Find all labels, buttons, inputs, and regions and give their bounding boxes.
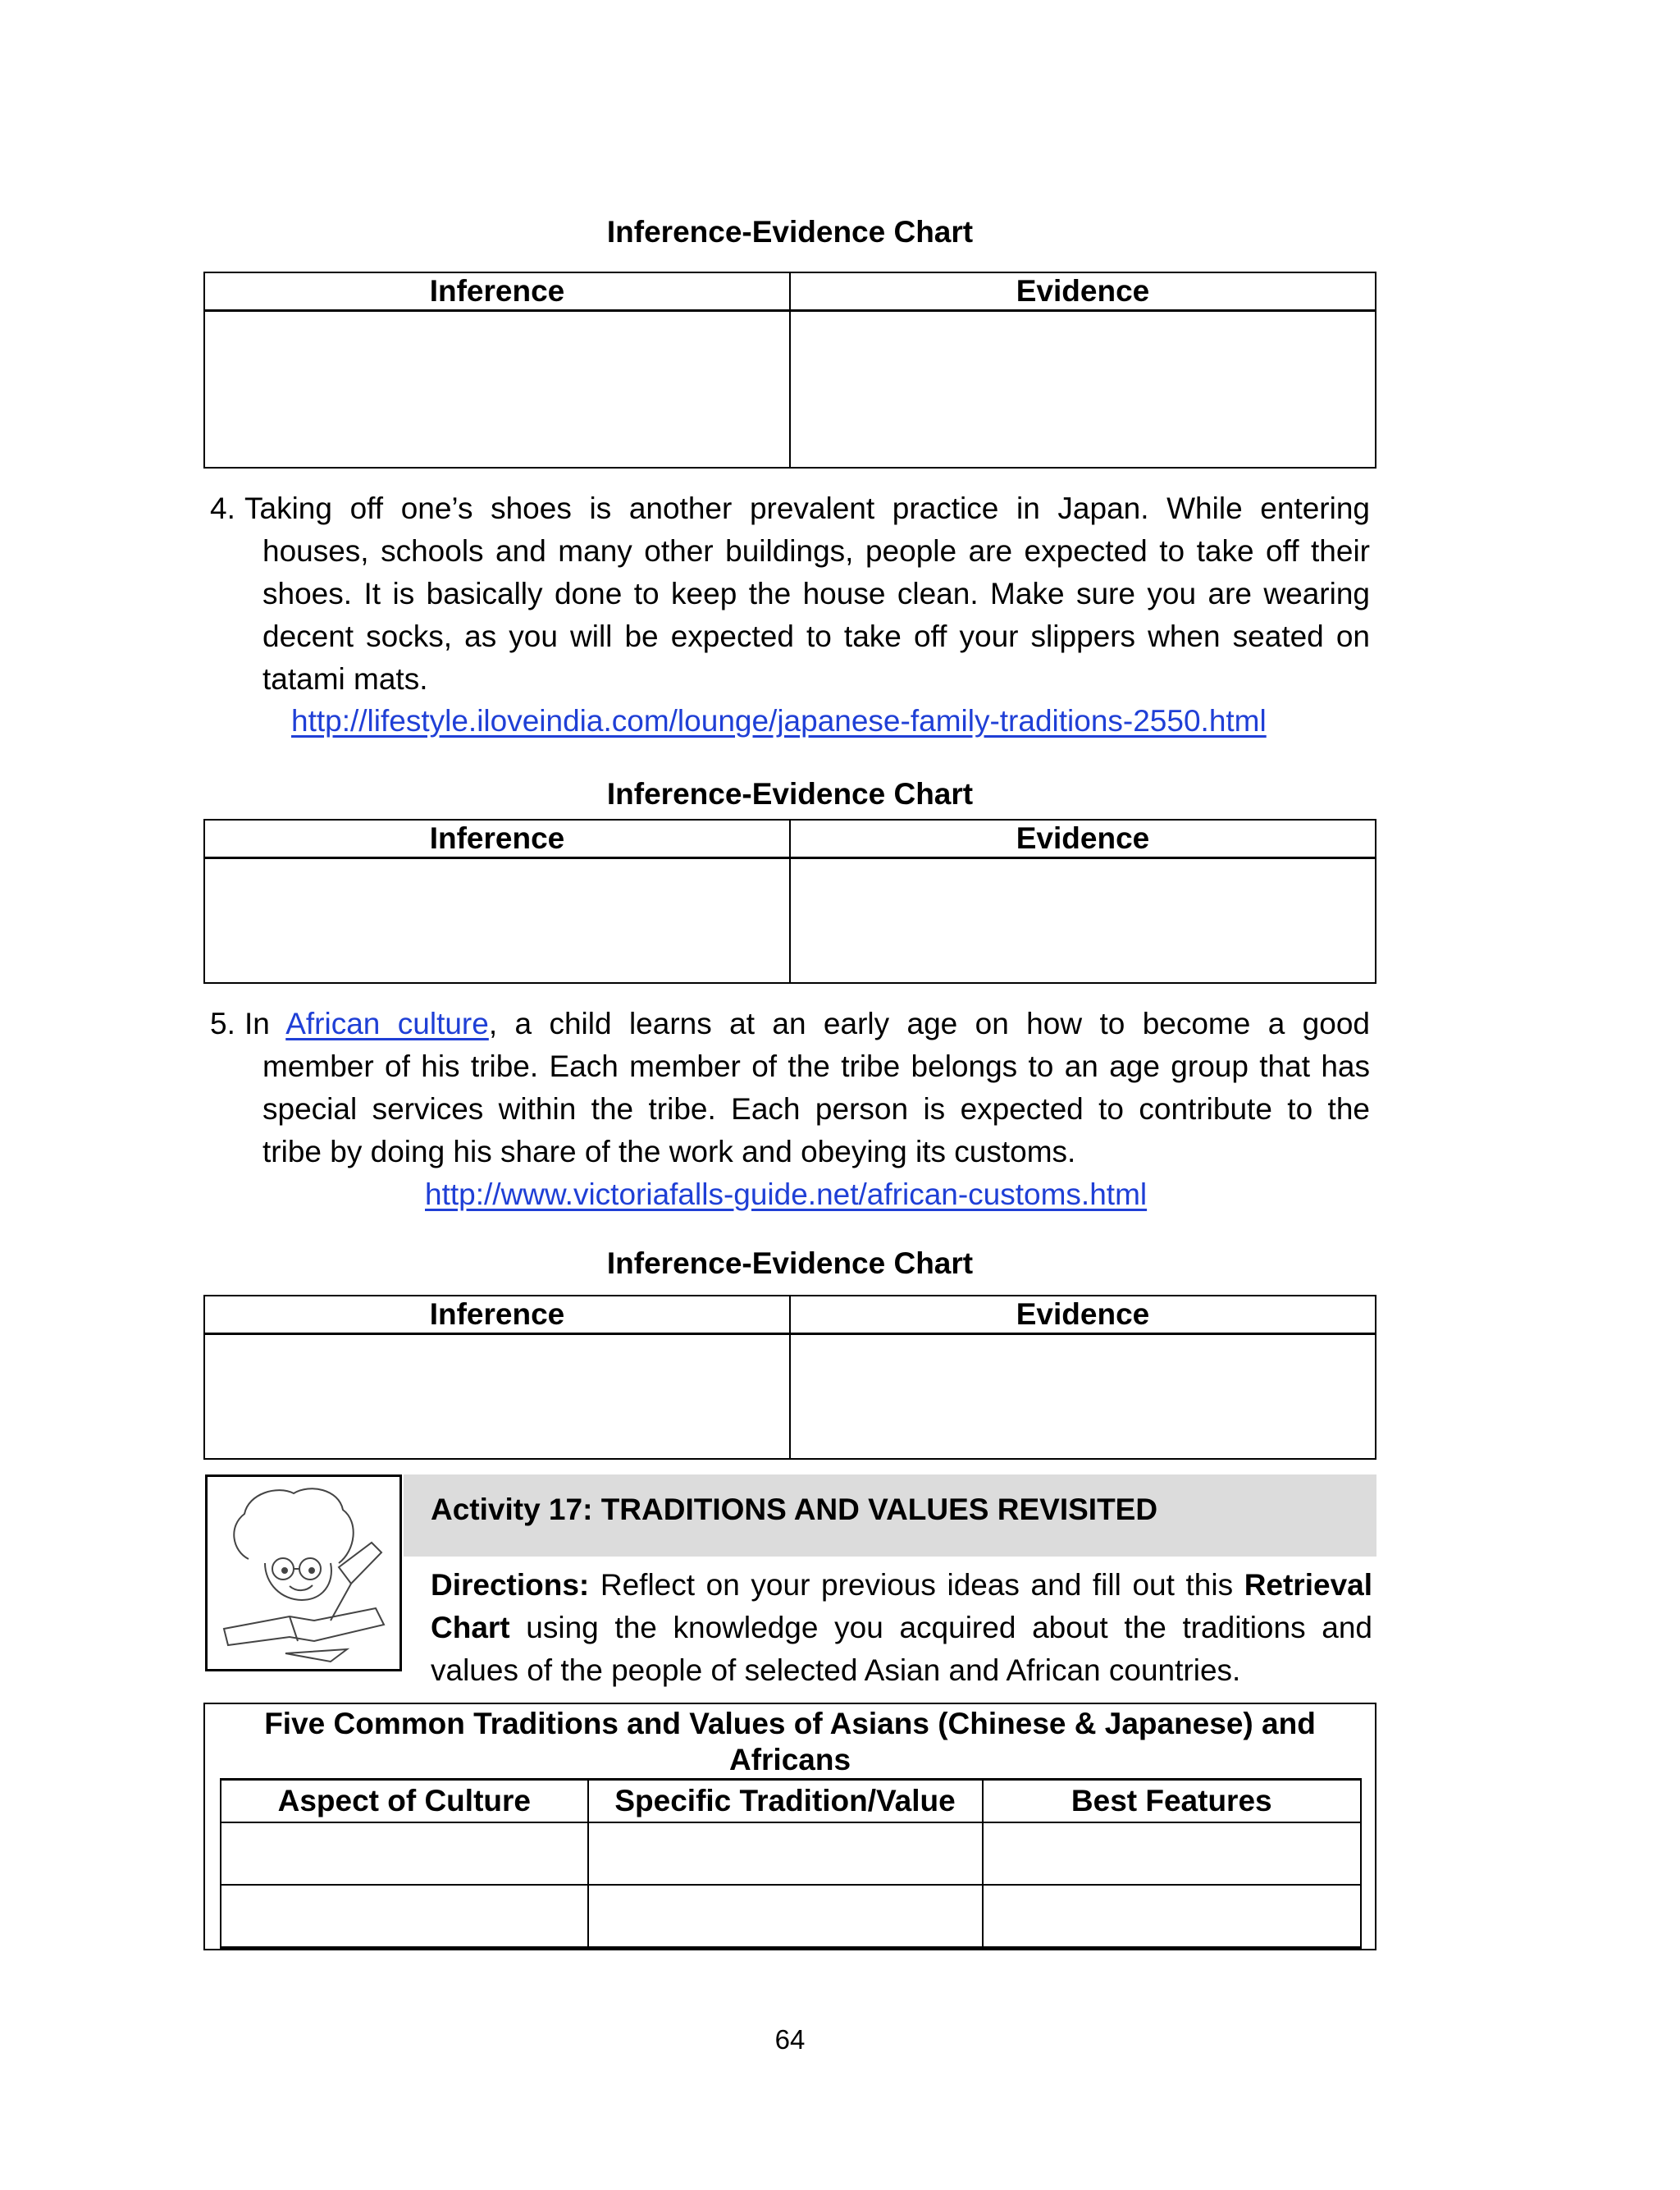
page-number: 64 — [774, 2024, 806, 2055]
features-cell[interactable] — [983, 1885, 1361, 1948]
column-header-best-features: Best Features — [983, 1780, 1361, 1823]
paragraph-line: houses, schools and many other buildings, people are expected to take off their — [262, 534, 1370, 568]
paragraph-line: special services within the tribe. Each person is expected to contribute to the — [262, 1092, 1370, 1126]
bold-term: Chart — [431, 1611, 510, 1644]
column-header-evidence: Evidence — [790, 272, 1376, 311]
column-header-evidence: Evidence — [790, 1296, 1376, 1334]
directions-line: values of the people of selected Asian and African countries. — [431, 1653, 1241, 1687]
activity-directions — [431, 1564, 1372, 1692]
aspect-cell[interactable] — [221, 1822, 588, 1885]
table-row — [221, 1885, 1361, 1948]
directions-label: Directions: — [431, 1568, 590, 1602]
title-line: Africans — [728, 1743, 851, 1776]
item-5-paragraph — [210, 1003, 1370, 1173]
inference-cell[interactable] — [204, 858, 790, 983]
evidence-cell[interactable] — [790, 311, 1376, 468]
item-number: 5. — [210, 1007, 235, 1040]
source-link-item-4[interactable]: http://lifestyle.iloveindia.com/lounge/japanese-family-traditions-2550.html — [291, 704, 1267, 738]
chart-title-2: Inference-Evidence Chart — [606, 777, 974, 811]
column-header-specific-tradition: Specific Tradition/Value — [588, 1780, 983, 1823]
text: using the knowledge you acquired about the traditions and — [509, 1611, 1372, 1644]
tradition-cell[interactable] — [588, 1885, 983, 1948]
directions-line — [431, 1607, 1372, 1649]
paragraph-line: shoes. It is basically done to keep the house clean. Make sure you are wearing — [262, 577, 1370, 610]
tradition-cell[interactable] — [588, 1822, 983, 1885]
column-header-inference: Inference — [204, 820, 790, 858]
chart-title-3: Inference-Evidence Chart — [606, 1246, 974, 1280]
aspect-cell[interactable] — [221, 1885, 588, 1948]
bold-term: Retrieval — [1244, 1568, 1372, 1602]
retrieval-table — [220, 1778, 1362, 1949]
text: In — [244, 1007, 286, 1040]
boy-writing-illustration — [205, 1474, 402, 1671]
evidence-cell[interactable] — [790, 1334, 1376, 1459]
item-4-paragraph — [210, 487, 1370, 701]
paragraph-line: Taking off one’s shoes is another prevalent practice in Japan. While entering — [244, 491, 1370, 525]
inference-evidence-table-2 — [203, 819, 1376, 984]
title-line: Five Common Traditions and Values of Asians (Chinese & Japanese) and — [264, 1707, 1316, 1740]
column-header-inference: Inference — [204, 1296, 790, 1334]
chart-title-1: Inference-Evidence Chart — [606, 215, 974, 249]
column-header-evidence: Evidence — [790, 820, 1376, 858]
paragraph-line — [210, 1003, 1370, 1045]
boy-writing-icon — [208, 1477, 399, 1669]
inference-cell[interactable] — [204, 1334, 790, 1459]
paragraph-line: tatami mats. — [262, 662, 428, 696]
retrieval-chart-title — [205, 1706, 1375, 1778]
text: Reflect on your previous ideas and fill out this — [589, 1568, 1244, 1602]
directions-line — [431, 1564, 1372, 1607]
inference-cell[interactable] — [204, 311, 790, 468]
table-row — [221, 1822, 1361, 1885]
column-header-inference: Inference — [204, 272, 790, 311]
item-number: 4. — [210, 491, 235, 525]
text: , a child learns at an early age on how to become a good — [488, 1007, 1370, 1040]
paragraph-line: member of his tribe. Each member of the tribe belongs to an age group that has — [262, 1049, 1370, 1083]
retrieval-chart — [203, 1703, 1376, 1950]
column-header-aspect-of-culture: Aspect of Culture — [221, 1780, 588, 1823]
inference-evidence-table-1 — [203, 272, 1376, 469]
evidence-cell[interactable] — [790, 858, 1376, 983]
source-link-item-5[interactable]: http://www.victoriafalls-guide.net/african-customs.html — [425, 1177, 1148, 1211]
inference-evidence-table-3 — [203, 1295, 1376, 1460]
paragraph-line: decent socks, as you will be expected to take off your slippers when seated on — [262, 620, 1370, 653]
features-cell[interactable] — [983, 1822, 1361, 1885]
african-culture-link[interactable]: African culture — [285, 1007, 489, 1040]
activity-title: Activity 17: TRADITIONS AND VALUES REVISITED — [431, 1493, 1158, 1526]
paragraph-line: tribe by doing his share of the work and obeying its customs. — [262, 1135, 1076, 1168]
